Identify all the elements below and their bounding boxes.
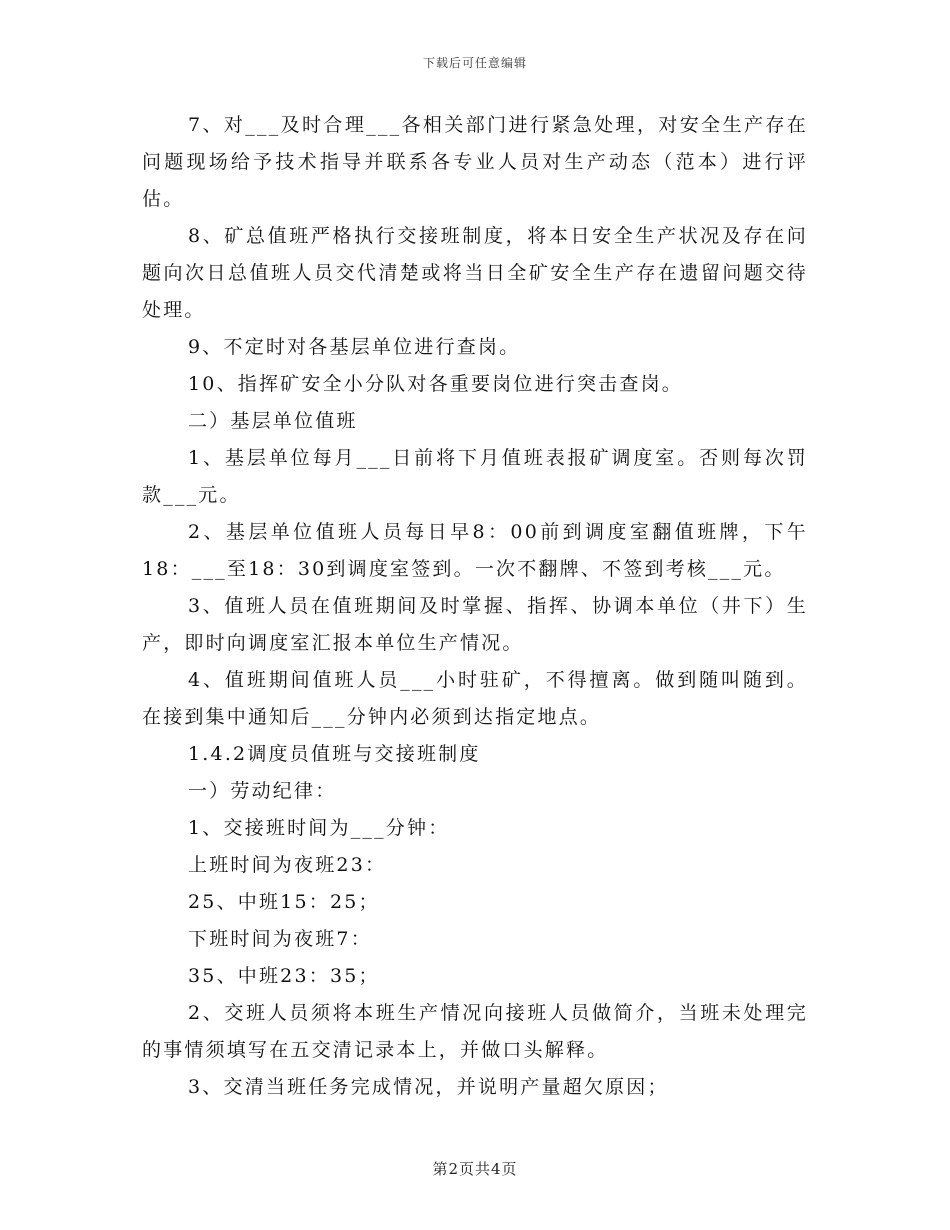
paragraph-shift-start-time: 25、中班15：25； — [188, 891, 380, 913]
paragraph-shift-end-time: 35、中班23：35； — [188, 965, 380, 987]
paragraph-basic-unit-3: 3、值班人员在值班期间及时掌握、指挥、协调本单位（井下）生产，即时向调度室汇报本单位生产情况。 — [142, 595, 808, 654]
paragraph-item-9: 9、不定时对各基层单位进行查岗。 — [188, 336, 521, 358]
section-heading-dispatcher-duty: 1.4.2调度员值班与交接班制度 — [188, 743, 481, 765]
paragraph-shift-start: 上班时间为夜班23： — [188, 854, 387, 876]
paragraph-basic-unit-4: 4、值班期间值班人员___小时驻矿，不得擅离。做到随叫随到。在接到集中通知后___分钟内必须到达指定地点。 — [142, 669, 808, 728]
section-heading-labor-discipline: 一）劳动纪律： — [188, 780, 337, 802]
paragraph-item-10: 10、指挥矿安全小分队对各重要岗位进行突击查岗。 — [188, 373, 683, 395]
page-number: 第2页共4页 — [432, 1160, 518, 1178]
document-body — [142, 107, 808, 1106]
paragraph-item-7: 7、对___及时合理___各相关部门进行紧急处理，对安全生产存在问题现场给予技术指导并联系各专业人员对生产动态（范本）进行评估。 — [142, 114, 808, 210]
paragraph-discipline-2: 2、交班人员须将本班生产情况向接班人员做简介，当班未处理完的事情须填写在五交清记录本上，并做口头解释。 — [142, 1002, 808, 1061]
page-header: 下载后可任意编辑 — [422, 56, 527, 70]
paragraph-item-8: 8、矿总值班严格执行交接班制度，将本日安全生产状况及存在问题向次日总值班人员交代清楚或将当日全矿安全生产存在遗留问题交待处理。 — [142, 225, 808, 321]
paragraph-basic-unit-2: 2、基层单位值班人员每日早8：00前到调度室翻值班牌，下午18：___至18：30到调度室签到。一次不翻牌、不签到考核___元。 — [142, 521, 808, 580]
paragraph-discipline-1: 1、交接班时间为___分钟： — [188, 817, 450, 839]
paragraph-discipline-3: 3、交清当班任务完成情况，并说明产量超欠原因； — [188, 1076, 669, 1098]
paragraph-shift-end: 下班时间为夜班7： — [188, 928, 372, 950]
paragraph-basic-unit-1: 1、基层单位每月___日前将下月值班表报矿调度室。否则每次罚款___元。 — [142, 447, 808, 506]
section-heading-basic-unit-duty: 二）基层单位值班 — [188, 410, 358, 432]
